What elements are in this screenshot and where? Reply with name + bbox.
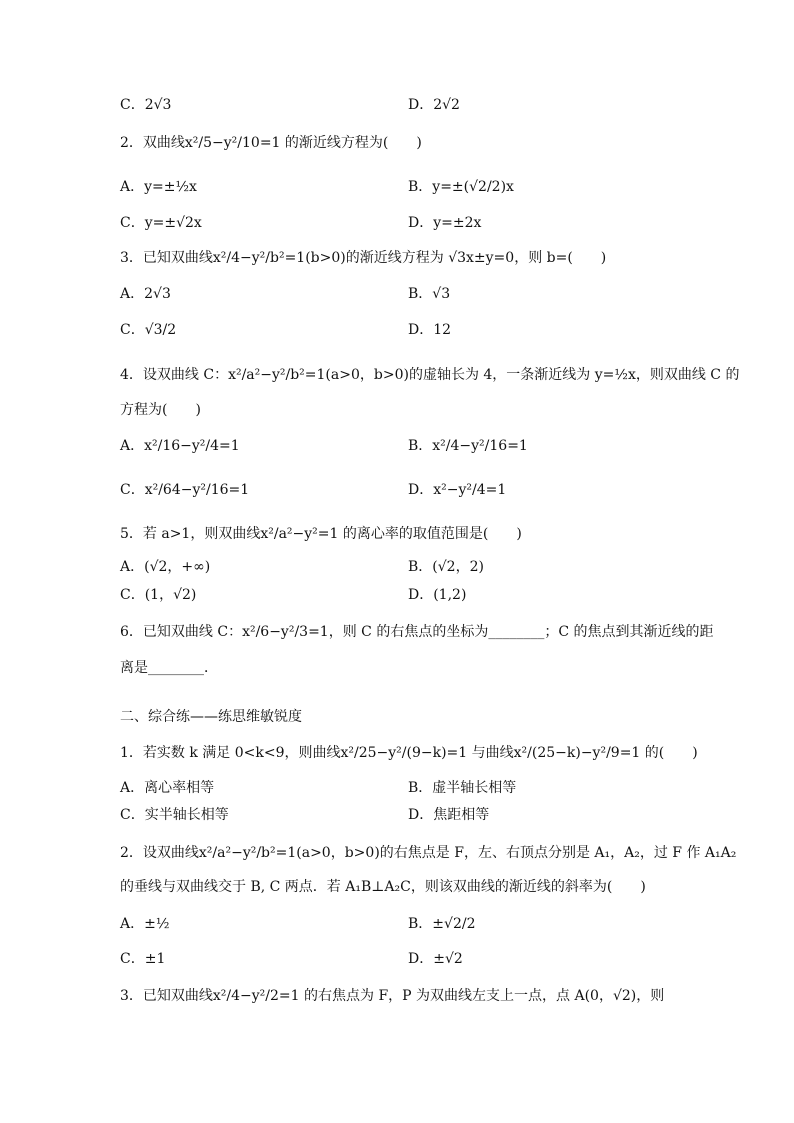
question-4-option-c: C．x²/64−y²/16=1 <box>120 482 250 498</box>
section-question-2-cont: 的垂线与双曲线交于 B, C 两点．若 A₁B⊥A₂C，则该双曲线的渐近线的斜率为( ) <box>120 879 646 895</box>
question-2-option-b: B．y=±(√2/2)x <box>408 179 514 195</box>
section-title: 二、综合练——练思维敏锐度 <box>120 709 302 725</box>
section-question-1-option-d: D．焦距相等 <box>408 807 490 823</box>
question-4: 4．设双曲线 C：x²/a²−y²/b²=1(a>0，b>0)的虚轴长为 4，一条渐近线为 y=½x，则双曲线 C 的 <box>120 367 740 383</box>
section-question-2-option-c: C．±1 <box>120 951 166 967</box>
question-3-option-b: B．√3 <box>408 286 451 302</box>
question-3-option-a: A．2√3 <box>120 286 171 302</box>
question-3: 3．已知双曲线x²/4−y²/b²=1(b>0)的渐近线方程为 √3x±y=0，则 b=( ) <box>120 250 607 266</box>
question-4-option-a: A．x²/16−y²/4=1 <box>120 438 240 454</box>
question-2: 2．双曲线x²/5−y²/10=1 的渐近线方程为( ) <box>120 135 422 151</box>
question-5-option-b: B．(√2，2) <box>408 559 484 575</box>
question-2-option-d: D．y=±2x <box>408 215 482 231</box>
line-1-d: D．2√2 <box>408 97 460 113</box>
question-4-option-b: B．x²/4−y²/16=1 <box>408 438 528 454</box>
question-6-cont: 离是________． <box>120 660 218 676</box>
question-2-option-c: C．y=±√2x <box>120 215 202 231</box>
section-question-2-option-d: D．±√2 <box>408 951 463 967</box>
question-5-option-c: C．(1，√2) <box>120 587 197 603</box>
question-5-option-d: D．(1,2) <box>408 587 467 603</box>
question-4-option-d: D．x²−y²/4=1 <box>408 482 507 498</box>
line-1-c: C．2√3 <box>120 97 172 113</box>
question-4-cont: 方程为( ) <box>120 402 201 418</box>
section-question-2-option-b: B．±√2/2 <box>408 916 476 932</box>
question-3-option-d: D．12 <box>408 322 452 338</box>
question-2-option-a: A．y=±½x <box>120 179 197 195</box>
section-question-1-option-b: B．虚半轴长相等 <box>408 780 517 796</box>
question-5: 5．若 a>1，则双曲线x²/a²−y²=1 的离心率的取值范围是( ) <box>120 526 522 542</box>
section-question-3: 3．已知双曲线x²/4−y²/2=1 的右焦点为 F，P 为双曲线左支上一点，点 A(0，√2)，则 <box>120 988 665 1004</box>
question-3-option-c: C．√3/2 <box>120 322 177 338</box>
section-question-2: 2．设双曲线x²/a²−y²/b²=1(a>0，b>0)的右焦点是 F，左、右顶点分别是 A₁，A₂，过 F 作 A₁A₂ <box>120 845 737 861</box>
question-5-option-a: A．(√2，+∞) <box>120 559 211 575</box>
section-question-1-option-a: A．离心率相等 <box>120 780 215 796</box>
question-6: 6．已知双曲线 C：x²/6−y²/3=1，则 C 的右焦点的坐标为________；C 的焦点到其渐近线的距 <box>120 624 714 640</box>
section-question-1: 1．若实数 k 满足 0<k<9，则曲线x²/25−y²/(9−k)=1 与曲线x²/(25−k)−y²/9=1 的( ) <box>120 745 698 761</box>
section-question-2-option-a: A．±½ <box>120 916 170 932</box>
section-question-1-option-c: C．实半轴长相等 <box>120 807 229 823</box>
